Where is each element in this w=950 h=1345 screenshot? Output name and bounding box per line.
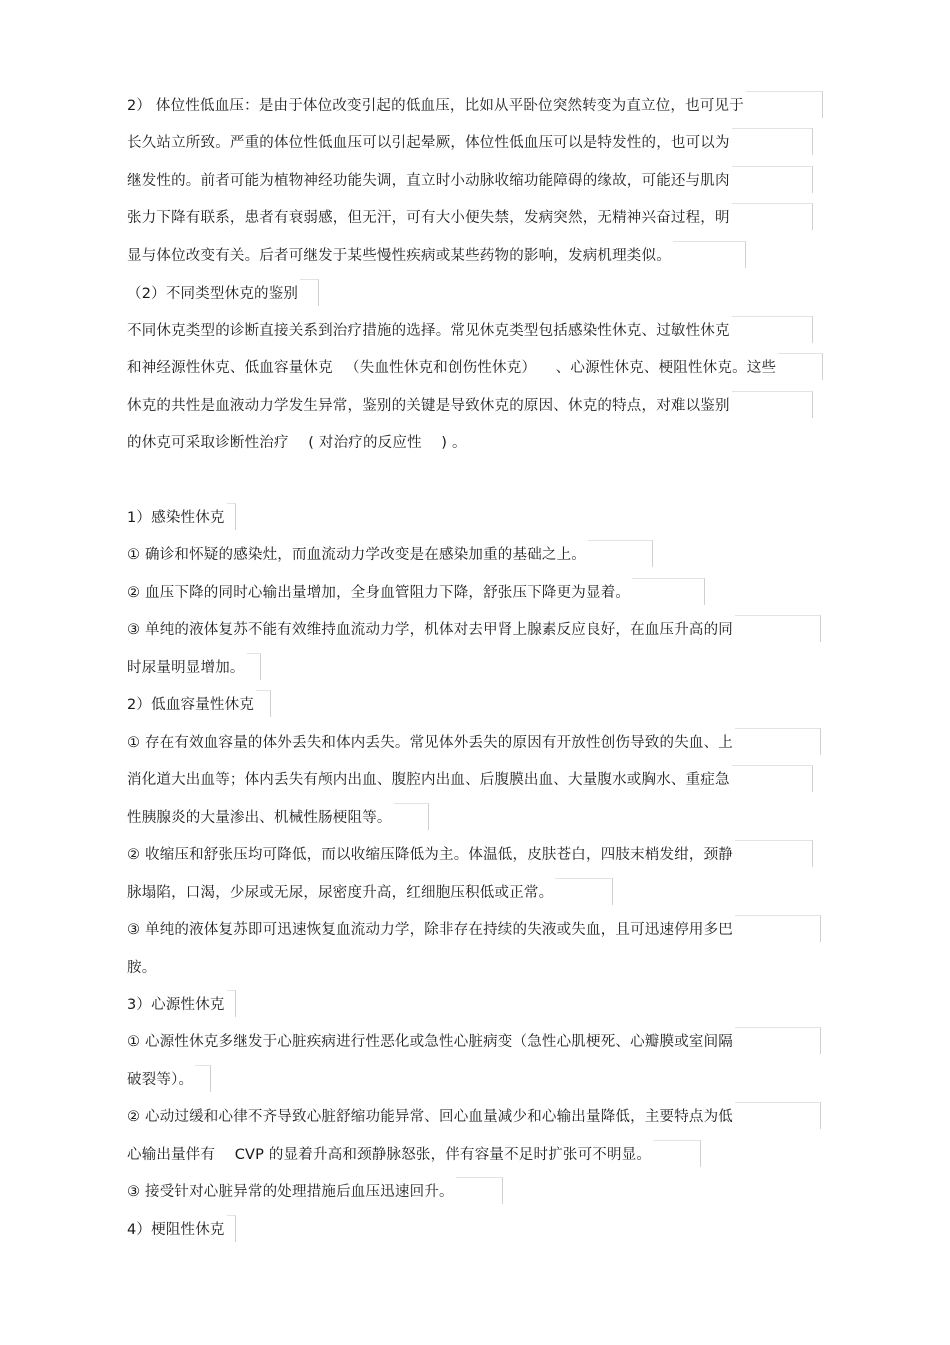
text-box-edge xyxy=(778,353,823,380)
text-box-edge xyxy=(732,316,813,343)
text-line: 的休克可采取诊断性治疗 ( 对治疗的反应性 ) 。 xyxy=(127,435,467,451)
text-box-edge xyxy=(256,690,271,717)
text-box-edge xyxy=(227,1215,236,1242)
text-box-edge xyxy=(195,1065,211,1092)
text-box-edge xyxy=(247,653,261,680)
text-box-edge xyxy=(732,128,813,155)
text-line: 2） 体位性低血压：是由于体位改变引起的低血压，比如从平卧位突然转变为直立位，也可见于 xyxy=(127,98,744,114)
text-box-edge xyxy=(732,391,813,418)
text-line: 消化道大出血等；体内丢失有颅内出血、腹腔内出血、后腹膜出血、大量腹水或胸水、重症急 xyxy=(127,772,730,788)
text-line: 心输出量伴有 CVP 的显着升高和颈静脉怒张，伴有容量不足时扩张可不明显。 xyxy=(127,1147,652,1163)
text-box-edge xyxy=(300,279,319,306)
text-box-edge xyxy=(653,1140,701,1167)
text-line: 胺。 xyxy=(127,960,157,976)
section-heading: （2）不同类型休克的鉴别 xyxy=(127,286,299,302)
text-line: 长久站立所致。严重的体位性低血压可以引起晕厥，体位性低血压可以是特发性的，也可以为 xyxy=(127,135,730,151)
list-item: ① 心源性休克多继发于心脏疾病进行性恶化或急性心脏病变（急性心肌梗死、心瓣膜或室间隔 xyxy=(127,1034,734,1050)
text-box-edge xyxy=(673,241,746,268)
text-box-edge xyxy=(227,503,236,530)
text-box-edge xyxy=(456,1177,503,1204)
text-box-edge xyxy=(735,615,821,642)
subsection-heading: 2）低血容量性休克 xyxy=(127,697,255,713)
text-box-edge xyxy=(735,1102,821,1129)
text-line: 性胰腺炎的大量渗出、机械性肠梗阻等。 xyxy=(127,810,392,826)
text-box-edge xyxy=(735,840,813,867)
subsection-heading: 4）梗阻性休克 xyxy=(127,1222,225,1238)
text-box-edge xyxy=(735,728,821,755)
list-item: ② 收缩压和舒张压均可降低，而以收缩压降低为主。体温低，皮肤苍白，四肢末梢发绀，颈静 xyxy=(127,847,734,863)
subsection-heading: 1）感染性休克 xyxy=(127,510,225,526)
text-line: 显与体位改变有关。后者可继发于某些慢性疾病或某些药物的影响，发病机理类似。 xyxy=(127,248,671,264)
text-box-edge xyxy=(555,878,613,905)
text-box-edge xyxy=(227,990,236,1017)
text-box-edge xyxy=(732,166,813,193)
list-item: ① 确诊和怀疑的感染灶，而血流动力学改变是在感染加重的基础之上。 xyxy=(127,547,587,563)
subsection-heading: 3）心源性休克 xyxy=(127,997,225,1013)
text-box-edge xyxy=(732,765,813,792)
text-box-edge xyxy=(746,91,823,118)
text-box-edge xyxy=(735,915,821,942)
text-box-edge xyxy=(588,540,653,567)
text-line: 时尿量明显增加。 xyxy=(127,660,245,676)
text-box-edge xyxy=(394,803,429,830)
text-box-edge xyxy=(735,1027,821,1054)
list-item: ③ 单纯的液体复苏即可迅速恢复血流动力学，除非存在持续的失液或失血，且可迅速停用多巴 xyxy=(127,922,734,938)
text-line: 和神经源性休克、低血容量休克 （失血性休克和创伤性休克） 、心源性休克、梗阻性休克。这些 xyxy=(127,360,777,376)
text-line: 脉塌陷，口渴，少尿或无尿，尿密度升高，红细胞压积低或正常。 xyxy=(127,885,554,901)
text-box-edge xyxy=(732,203,813,230)
text-line: 不同休克类型的诊断直接关系到治疗措施的选择。常见休克类型包括感染性休克、过敏性休克 xyxy=(127,323,730,339)
text-line: 休克的共性是血液动力学发生异常，鉴别的关键是导致休克的原因、休克的特点，对难以鉴别 xyxy=(127,398,730,414)
text-box-edge xyxy=(632,578,705,605)
text-line: 张力下降有联系，患者有衰弱感，但无汗，可有大小便失禁，发病突然，无精神兴奋过程，明 xyxy=(127,210,730,226)
list-item: ③ 单纯的液体复苏不能有效维持血流动力学，机体对去甲肾上腺素反应良好，在血压升高的同 xyxy=(127,622,734,638)
list-item: ① 存在有效血容量的体外丢失和体内丢失。常见体外丢失的原因有开放性创伤导致的失血、上 xyxy=(127,735,734,751)
list-item: ② 心动过缓和心律不齐导致心脏舒缩功能异常、回心血量减少和心输出量降低，主要特点为低 xyxy=(127,1109,734,1125)
list-item: ③ 接受针对心脏异常的处理措施后血压迅速回升。 xyxy=(127,1184,454,1200)
text-line: 继发性的。前者可能为植物神经功能失调，直立时小动脉收缩功能障碍的缘故，可能还与肌肉 xyxy=(127,173,730,189)
list-item: ② 血压下降的同时心输出量增加，全身血管阻力下降，舒张压下降更为显着。 xyxy=(127,585,631,601)
text-line: 破裂等）。 xyxy=(127,1072,194,1088)
